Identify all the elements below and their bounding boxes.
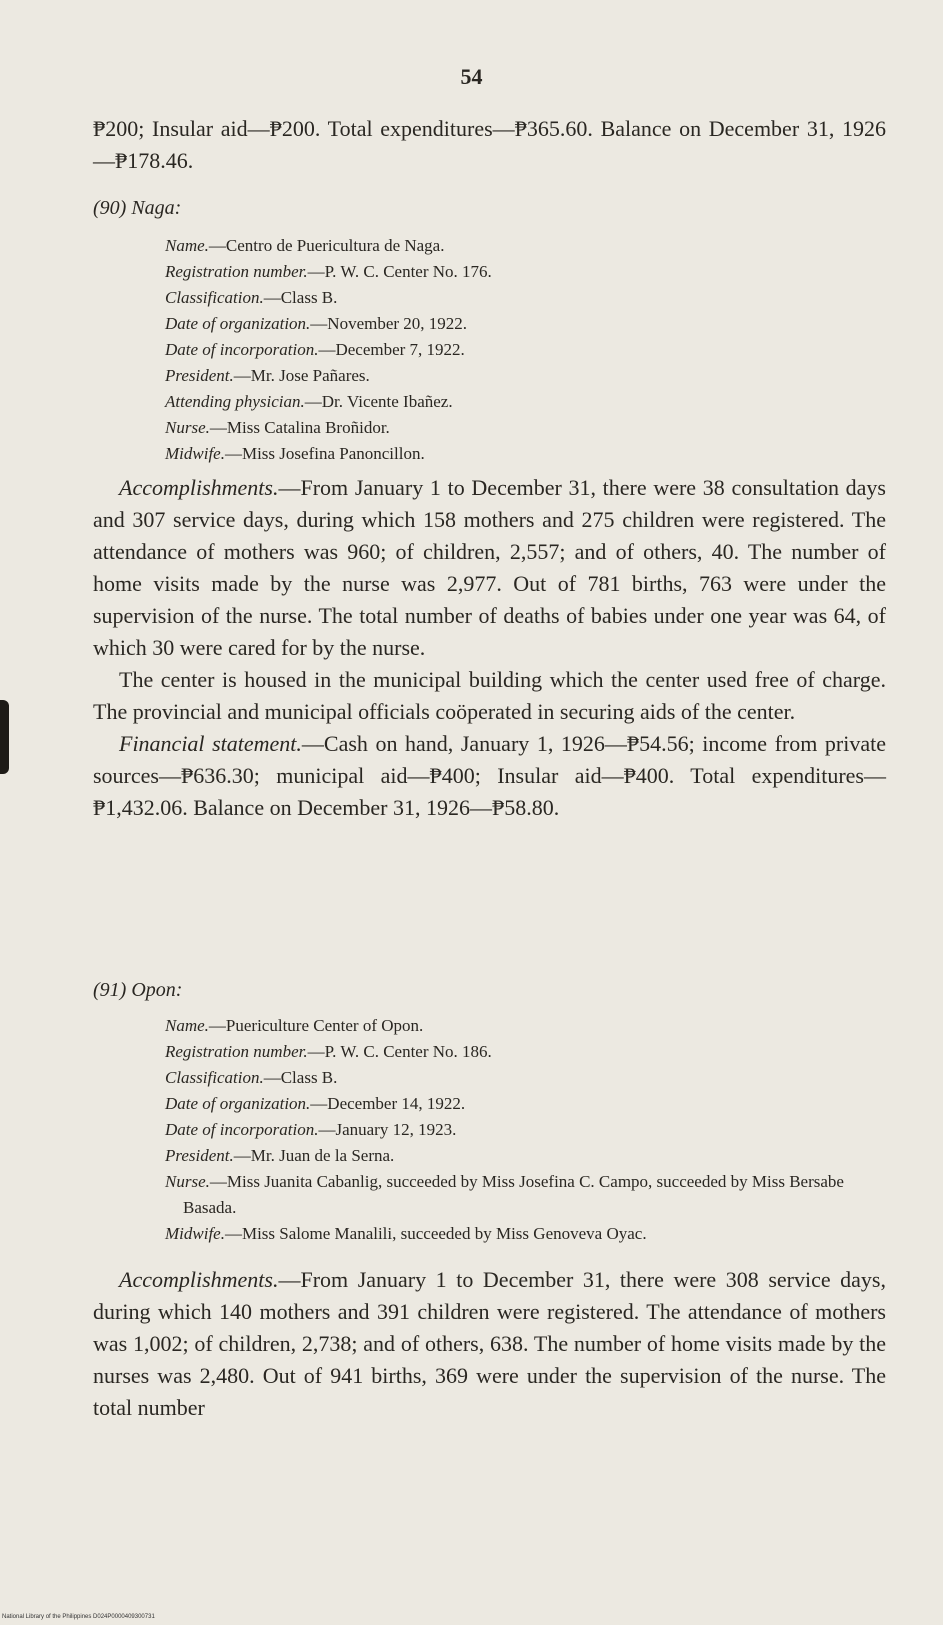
page-number: 54 bbox=[460, 64, 483, 89]
opening-paragraph: ₱200; Insular aid—₱200. Total expenditures—₱365.60. Balance on December 31, 1926—₱178.46. bbox=[93, 116, 886, 173]
section-90-financial-statement: Financial statement.—Cash on hand, January 1, 1926—₱54.56; income from private sources—₱636.30; municipal aid—₱400; Insular aid—₱400. Total expenditures—₱1,432.06. Balance on December 31, 1926—₱58.80. bbox=[93, 731, 886, 820]
section-91-heading: (91) Opon: bbox=[93, 979, 183, 1001]
entry-classification: Classification.—Class B. bbox=[165, 288, 338, 307]
section-90-accomplishments: Accomplishments.—From January 1 to December 31, there were 38 consultation days and 307 service days, during which 158 mothers and 275 children were registered. The attendance of mothers was 960; of children, 2,557; and of others, 40. The number of home visits made by the nurse was 2,977. Out of 781 births, 763 were under the supervision of the nurse. The total number of deaths of babies under one year was 64, of which 30 were cared for by the nurse. bbox=[93, 475, 886, 660]
entry-registration-number: Registration number.—P. W. C. Center No. 176. bbox=[165, 262, 492, 281]
entry-midwife: Midwife.—Miss Josefina Panoncillon. bbox=[165, 444, 425, 463]
section-90-housing: The center is housed in the municipal building which the center used free of charge. The provincial and municipal officials coöperated in securing aids of the center. bbox=[93, 667, 886, 724]
entry-date-of-organization: Date of organization.—November 20, 1922. bbox=[165, 314, 468, 333]
entry-date-of-organization: Date of organization.—December 14, 1922. bbox=[165, 1094, 466, 1113]
section-90-heading-block bbox=[93, 194, 886, 222]
entry-attending-physician: Attending physician.—Dr. Vicente Ibañez. bbox=[165, 392, 453, 411]
section-90-entries bbox=[165, 233, 885, 467]
entry-president: President.—Mr. Jose Pañares. bbox=[165, 366, 370, 385]
entry-classification: Classification.—Class B. bbox=[165, 1068, 338, 1087]
section-91-entries bbox=[165, 1013, 885, 1247]
section-91-heading-block bbox=[93, 976, 886, 1004]
entry-registration-number: Registration number.—P. W. C. Center No. 186. bbox=[165, 1042, 492, 1061]
entry-president: President.—Mr. Juan de la Serna. bbox=[165, 1146, 395, 1165]
section-90-body bbox=[93, 472, 886, 824]
entry-nurse: Nurse.—Miss Juanita Cabanlig, succeeded by Miss Josefina C. Campo, succeeded by Miss Bersabe Basada. bbox=[165, 1172, 844, 1217]
section-90-heading: (90) Naga: bbox=[93, 197, 182, 219]
entry-name: Name.—Puericulture Center of Opon. bbox=[165, 1016, 424, 1035]
entry-name: Name.—Centro de Puericultura de Naga. bbox=[165, 236, 445, 255]
footer-archive-label: National Library of the Philippines D024P0000409300731 bbox=[2, 1614, 155, 1620]
opening-paragraph-block bbox=[93, 113, 886, 177]
entry-midwife: Midwife.—Miss Salome Manalili, succeeded by Miss Genoveva Oyac. bbox=[165, 1224, 647, 1243]
section-91-body bbox=[93, 1264, 886, 1424]
section-91-accomplishments: Accomplishments.—From January 1 to December 31, there were 308 service days, during which 140 mothers and 391 children were registered. The attendance of mothers was 1,002; of children, 2,738; and of others, 638. The number of home visits made by the nurses was 2,480. Out of 941 births, 369 were under the supervision of the nurse. The total number bbox=[93, 1267, 886, 1420]
entry-date-of-incorporation: Date of incorporation.—December 7, 1922. bbox=[165, 340, 465, 359]
entry-nurse: Nurse.—Miss Catalina Broñidor. bbox=[165, 418, 390, 437]
binding-mark bbox=[0, 700, 9, 774]
entry-date-of-incorporation: Date of incorporation.—January 12, 1923. bbox=[165, 1120, 457, 1139]
